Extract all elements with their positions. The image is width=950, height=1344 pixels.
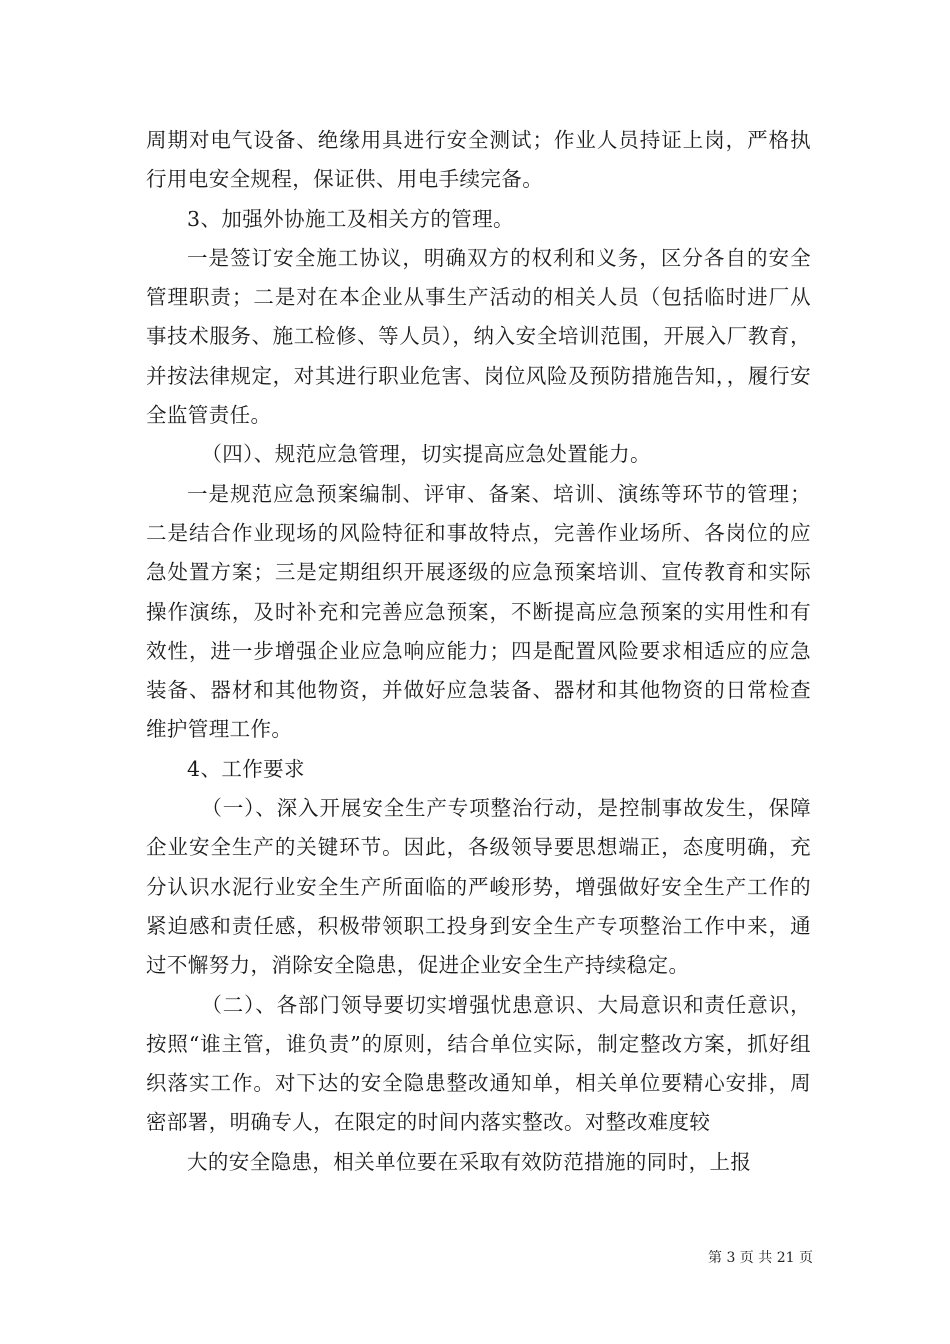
heading-work-requirements: 4、工作要求 [187, 756, 305, 781]
page-number-footer: 第 3 页 共 21 页 [708, 1250, 813, 1266]
heading-outsourced-construction: 3、加强外协施工及相关方的管理。 [187, 206, 514, 231]
paragraph-continuation: 大的安全隐患，相关单位要在采取有效防范措施的同时，上报 [187, 1149, 752, 1174]
paragraph-outsourced-construction: 一是签订安全施工协议，明确双方的权利和义务，区分各自的安全管理职责；二是对在本企业从事生产活动的相关人员（包括临时进厂从事技术服务、施工检修、等人员），纳入安全培训范围，开展入厂教育，并按法律规定，对其进行职业危害、岗位风险及预防措施告知，，履行安全监管责任。 [146, 245, 811, 428]
document-body [146, 121, 811, 1182]
paragraph-requirement-one: （一）、深入开展安全生产专项整治行动，是控制事故发生，保障企业安全生产的关键环节。因此，各级领导要思想端正，态度明确，充分认识水泥行业安全生产所面临的严峻形势，增强做好安全生产工作的紧迫感和责任感，积极带领职工投身到安全生产专项整治工作中来，通过不懈努力，消除安全隐患，促进企业安全生产持续稳定。 [146, 796, 811, 978]
heading-emergency-management: （四）、规范应急管理，切实提高应急处置能力。 [201, 442, 651, 467]
paragraph-requirement-two: （二）、各部门领导要切实增强忧患意识、大局意识和责任意识，按照“谁主管，谁负责”的原则，结合单位实际，制定整改方案，抓好组织落实工作。对下达的安全隐患整改通知单，相关单位要精心安排，周密部署，明确专人，在限定的时间内落实整改。对整改难度较 [146, 992, 811, 1135]
paragraph-electrical-safety: 周期对电气设备、绝缘用具进行安全测试；作业人员持证上岗，严格执行用电安全规程，保证供、用电手续完备。 [146, 128, 811, 192]
paragraph-emergency-management: 一是规范应急预案编制、评审、备案、培训、演练等环节的管理；二是结合作业现场的风险特征和事故特点，完善作业场所、各岗位的应急处置方案；三是定期组织开展逐级的应急预案培训、宣传教育和实际操作演练，及时补充和完善应急预案，不断提高应急预案的实用性和有效性，进一步增强企业应急响应能力；四是配置风险要求相适应的应急装备、器材和其他物资，并做好应急装备、器材和其他物资的日常检查维护管理工作。 [146, 481, 811, 742]
